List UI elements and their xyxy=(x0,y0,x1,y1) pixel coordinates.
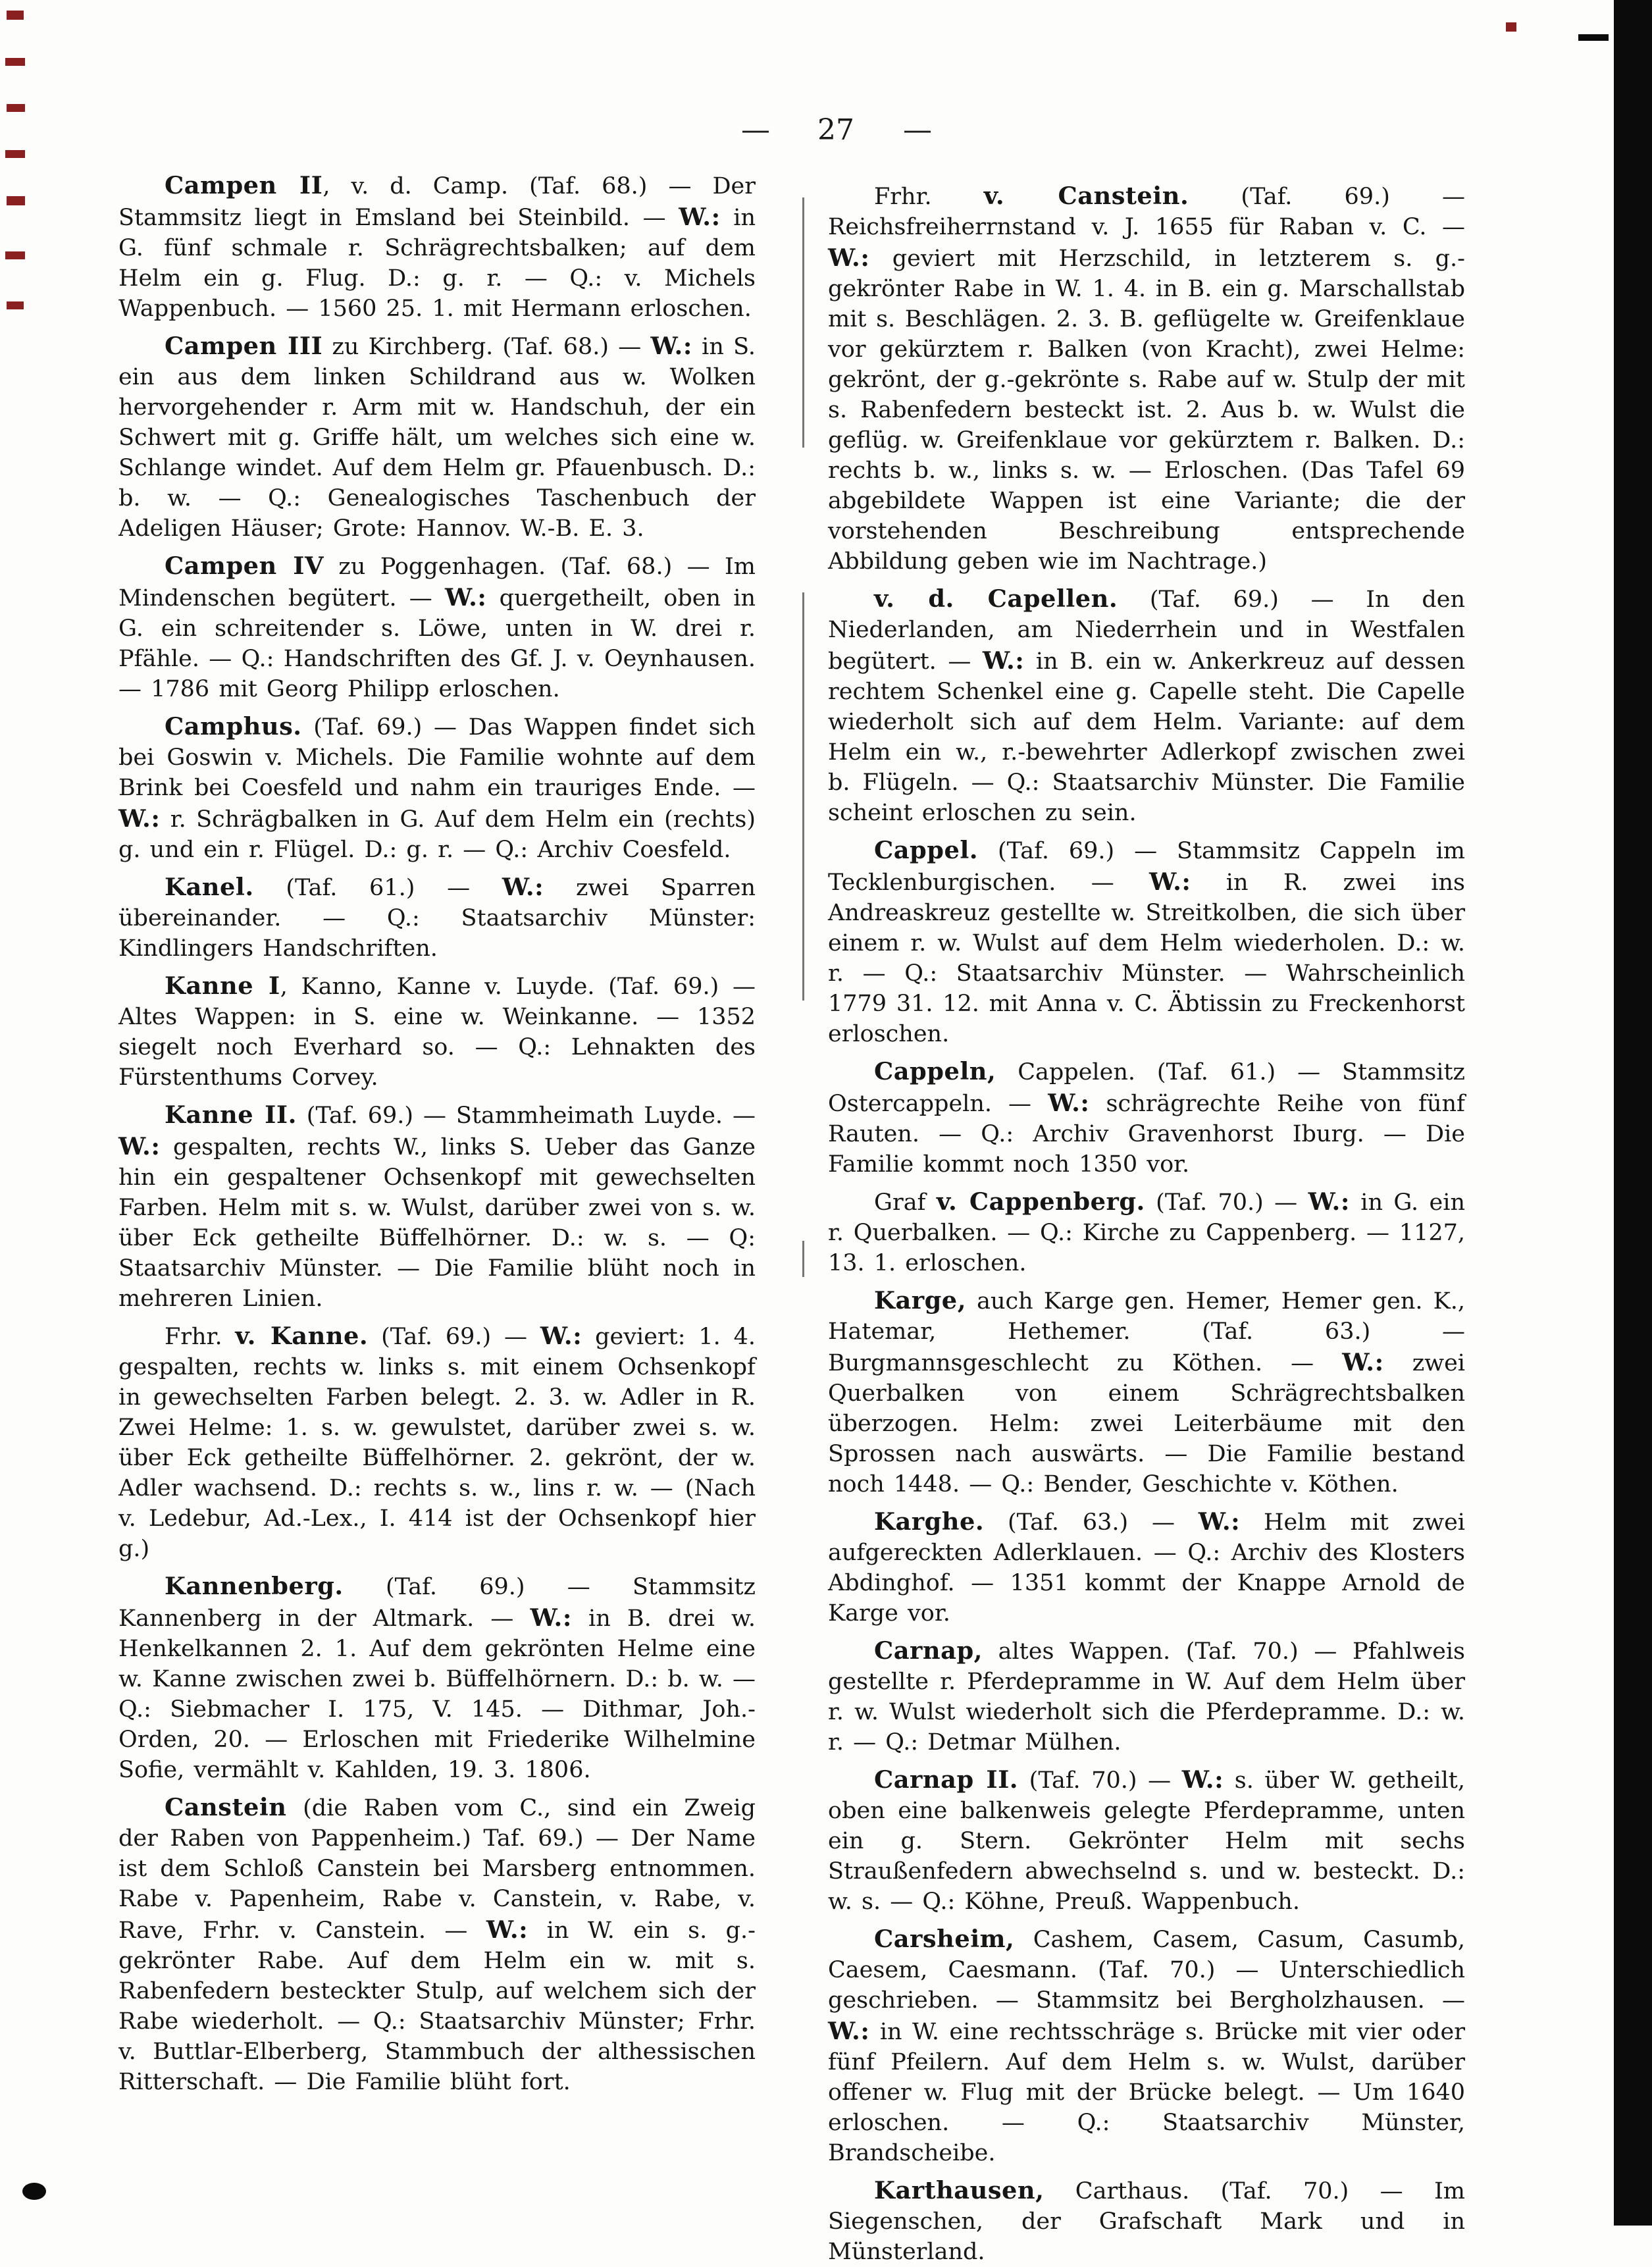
entry-headword: W.: xyxy=(540,1321,582,1350)
entry-headword: Kanne I xyxy=(165,971,280,1000)
entry-headword: W.: xyxy=(982,646,1025,675)
entry-headword: Karthausen, xyxy=(874,2176,1045,2204)
entry-karge xyxy=(828,1285,1465,1499)
entry-text: (Taf. 61.) — xyxy=(253,875,502,901)
red-margin-mark xyxy=(7,196,25,205)
entry-text: Graf xyxy=(874,1189,937,1216)
red-margin-mark xyxy=(7,11,24,20)
entry-text: in B. ein w. Ankerkreuz auf dessen rechtem Schenkel eine g. Capelle steht. Die Capelle wiederholt sich auf dem Helm. Variante: auf dem Helm ein w., r.-bewehrter Adlerkopf zwischen zwei b. Flügeln. — Q.: Staatsarchiv Münster. Die Familie scheint erloschen zu sein. xyxy=(828,648,1466,826)
entry-text: in W. ein s. g.-gekrönter Rabe. Auf dem Helm ein w. mit s. Rabenfedern besteckter Stulp, auf welchem sich der Rabe wiederholt. — Q.: Staatsarchiv Münster; Frhr. v. Buttlar-Elberberg, Stammbuch der althessischen Ritterschaft. — Die Familie blüht fort. xyxy=(118,1917,756,2095)
entry-headword: Carnap, xyxy=(874,1636,983,1665)
entry-headword: Kannenberg. xyxy=(165,1571,344,1600)
entry-text: in G. ein r. Querbalken. — Q.: Kirche zu Cappenberg. — 1127, 13. 1. erloschen. xyxy=(828,1189,1465,1276)
red-margin-mark xyxy=(1506,22,1516,32)
entry-headword: Campen IV xyxy=(165,551,324,580)
entry-text: zwei Querbalken von einem Schrägrechtsbalken überzogen. Helm: zwei Leiterbäume mit den Sprossen nach auswärts. — Die Familie bestand noch 1448. — Q.: Bender, Geschichte v. Köthen. xyxy=(828,1350,1465,1498)
entry-headword: W.: xyxy=(1342,1347,1384,1376)
entry-text: , v. d. Camp. (Taf. 68.) — Der Stammsitz liegt in Emsland bei Steinbild. — xyxy=(118,173,756,231)
page-number: 27 xyxy=(817,113,854,147)
column-divider-segment xyxy=(802,1241,804,1277)
entry-headword: Campen II xyxy=(165,170,323,199)
entry-frhr-v-kanne xyxy=(118,1320,756,1564)
entry-headword: Karge, xyxy=(874,1286,966,1315)
entry-headword: W.: xyxy=(828,2016,870,2045)
red-margin-mark xyxy=(5,251,25,259)
entry-text: (Taf. 69.) — Reichsfreiherrnstand v. J. 1655 für Raban v. C. — xyxy=(828,184,1465,240)
entry-text: r. Schrägbalken in G. Auf dem Helm ein (rechts) g. und ein r. Flügel. D.: g. r. — Q.: Archiv Coesfeld. xyxy=(118,806,756,863)
entry-text: in R. zwei ins Andreaskreuz gestellte w. Streitkolben, die sich über einem r. w. Wulst auf dem Helm wiederholen. D.: w. r. — Q.: Staatsarchiv Münster. — Wahrscheinlich 1779 31. 12. mit Anna v. C. Äbtissin zu Freckenhorst erloschen. xyxy=(828,870,1465,1047)
entry-headword: Cappel. xyxy=(874,835,979,864)
entry-graf-v-cappenberg xyxy=(828,1186,1465,1278)
entry-headword: W.: xyxy=(530,1603,572,1632)
entry-text: (Taf. 69.) — Stammsitz Kannenberg in der Altmark. — xyxy=(118,1574,756,1632)
entry-canstein xyxy=(118,1792,756,2097)
entry-campen-iv xyxy=(118,550,756,704)
entry-kanel xyxy=(118,872,756,964)
entry-v-d-capellen xyxy=(828,583,1465,828)
entry-headword: Campen III xyxy=(165,331,323,360)
entry-carnap-ii xyxy=(828,1764,1465,1917)
entry-carnap xyxy=(828,1635,1465,1758)
entry-headword: W.: xyxy=(828,243,870,272)
entry-karghe xyxy=(828,1506,1465,1629)
entry-headword: Kanel. xyxy=(165,872,254,901)
entry-cappel xyxy=(828,835,1465,1049)
entry-headword: Camphus. xyxy=(165,712,302,741)
entry-text: auch Karge gen. Hemer, Hemer gen. K., Hatemar, Hethemer. (Taf. 63.) — Burgmannsgeschlecht zu Köthen. — xyxy=(828,1288,1465,1376)
red-margin-mark xyxy=(5,58,25,66)
entry-headword: W.: xyxy=(1048,1088,1090,1117)
black-scan-mark xyxy=(1614,0,1652,2226)
entry-headword: W.: xyxy=(118,804,161,833)
entry-headword: W.: xyxy=(1198,1507,1241,1536)
red-margin-mark xyxy=(7,301,24,309)
entry-text: (Taf. 69.) — Stammheimath Luyde. — xyxy=(296,1103,756,1129)
entry-text: gespalten, rechts W., links S. Ueber das Ganze hin ein gespaltener Ochsenkopf mit gewechselten Farben. Helm mit s. w. Wulst, darüber zwei von s. w. über Eck getheilte Büffelhörner. D.: w. s. — Q: Staatsarchiv Münster. — Die Familie blüht noch in mehreren Linien. xyxy=(118,1134,756,1312)
entry-headword: Cappeln, xyxy=(874,1056,996,1085)
entry-headword: Carnap II. xyxy=(874,1765,1019,1794)
entry-text: Frhr. xyxy=(165,1324,236,1350)
entry-headword: W.: xyxy=(1149,867,1191,896)
entry-kanne-ii xyxy=(118,1099,756,1314)
entry-carsheim xyxy=(828,1923,1465,2168)
entry-text: in W. eine rechtsschräge s. Brücke mit vier oder fünf Pfeilern. Auf dem Helm s. w. Wulst, darüber offener w. Flug mit der Brücke belegt. — Um 1640 erloschen. — Q.: Staatsarchiv Münster, Brandscheibe. xyxy=(828,2019,1465,2166)
entry-text: zu Kirchberg. (Taf. 68.) — xyxy=(323,334,651,360)
entry-headword: Karghe. xyxy=(874,1507,985,1536)
page-header xyxy=(671,113,1000,147)
entry-text: (Taf. 69.) — Das Wappen findet sich bei Goswin v. Michels. Die Familie wohnte auf dem Brink bei Coesfeld und nahm ein trauriges Ende. — xyxy=(118,714,756,801)
entry-headword: Carsheim, xyxy=(874,1924,1015,1953)
header-right-dash: — xyxy=(903,113,931,147)
entry-karthausen xyxy=(828,2175,1465,2267)
red-margin-mark xyxy=(7,104,25,112)
black-scan-mark xyxy=(1578,34,1609,41)
entry-text: in B. drei w. Henkelkannen 2. 1. Auf dem gekrönten Helme eine w. Kanne zwischen zwei b. Büffelhörnern. D.: b. w. — Q.: Siebmacher I. 175, V. 145. — Dithmar, Joh.-Orden, 20. — Erloschen mit Friederike Wilhelmine Sofie, vermählt v. Kahlden, 19. 3. 1806. xyxy=(118,1605,756,1783)
red-margin-mark xyxy=(5,150,25,158)
entry-text: Carthaus. (Taf. 70.) — Im Siegenschen, der Grafschaft Mark und in Münsterland. xyxy=(828,2178,1465,2265)
entry-text: Helm mit zwei aufgereckten Adlerklauen. — Q.: Archiv des Klosters Abdinghof. — 1351 kommt der Knappe Arnold de Karge vor. xyxy=(828,1509,1465,1627)
entry-text: quergetheilt, oben in G. ein schreitender s. Löwe, unten in W. drei r. Pfähle. — Q.: Handschriften des Gf. J. v. Oeynhausen. — 1786 mit Georg Philipp erloschen. xyxy=(118,585,756,702)
header-left-dash: — xyxy=(741,113,769,147)
entry-headword: W.: xyxy=(445,583,487,612)
entry-headword: v. Canstein. xyxy=(983,181,1189,210)
entry-headword: Kanne II. xyxy=(165,1100,297,1129)
entry-text: (Taf. 70.) — xyxy=(1145,1189,1308,1216)
entry-headword: W.: xyxy=(1308,1187,1350,1216)
entry-text: , Kanno, Kanne v. Luyde. (Taf. 69.) — Altes Wappen: in S. eine w. Weinkanne. — 1352 siegelt noch Everhard so. — Q.: Lehnakten des Fürstenthums Corvey. xyxy=(118,974,756,1091)
entry-text: Cashem, Casem, Casum, Casumb, Caesem, Caesmann. (Taf. 70.) — Unterschiedlich geschrieben. — Stammsitz bei Bergholzhausen. — xyxy=(828,1927,1465,2014)
entry-headword: W.: xyxy=(650,331,692,360)
entry-headword: W.: xyxy=(1181,1765,1224,1794)
entry-camphus xyxy=(118,711,756,865)
entry-kannenberg xyxy=(118,1571,756,1785)
entry-text: geviert mit Herzschild, in letzterem s. g.-gekrönter Rabe in W. 1. 4. in B. ein g. Marschallstab mit s. Beschlägen. 2. 3. B. geflügelte w. Greifenklaue vor gekürztem r. Balken (von Kracht), zwei Helme: gekrönt, der g.-gekrönte s. Rabe auf w. Stulp der mit s. Rabenfedern besteckt ist. 2. Aus b. w. Wulst die geflüg. w. Greifenklaue vor gekürztem r. Balken. D.: rechts b. w., links s. w. — Erloschen. (Das Tafel 69 abgebildete Wappen ist eine Variante; die der vorstehenden Beschreibung entsprechende Abbildung geben wie im Nachtrage.) xyxy=(828,246,1465,575)
entry-text: Cappelen. (Taf. 61.) — Stammsitz Ostercappeln. — xyxy=(828,1059,1465,1117)
entry-headword: W.: xyxy=(502,872,544,901)
entry-cappeln xyxy=(828,1056,1465,1180)
entry-campen-ii xyxy=(118,170,756,324)
entry-text: Frhr. xyxy=(874,184,984,210)
entry-text: in G. fünf schmale r. Schrägrechtsbalken; auf dem Helm ein g. Flug. D.: g. r. — Q.: v. Michels Wappenbuch. — 1560 25. 1. mit Hermann erloschen. xyxy=(118,205,756,322)
column-divider-segment xyxy=(802,197,804,448)
column-divider-segment xyxy=(802,592,804,1001)
entry-headword: W.: xyxy=(486,1915,529,1944)
entry-text: schrägrechte Reihe von fünf Rauten. — Q.: Archiv Gravenhorst Iburg. — Die Familie kommt noch 1350 vor. xyxy=(828,1091,1465,1178)
right-column xyxy=(828,180,1466,2265)
entry-text: s. über W. getheilt, oben eine balkenweis gelegte Pferdepramme, unten ein g. Stern. Gekrönter Helm mit sechs Straußenfedern abwechselnd s. und w. besteckt. D.: w. s. — Q.: Köhne, Preuß. Wappenbuch. xyxy=(828,1767,1465,1915)
left-column xyxy=(118,170,756,2095)
entry-text: in S. ein aus dem linken Schildrand aus w. Wolken hervorgehender r. Arm mit w. Handschuh, der ein Schwert mit g. Griffe hält, um welches sich eine w. Schlange windet. Auf dem Helm gr. Pfauenbusch. D.: b. w. — Q.: Genealogisches Taschenbuch der Adeligen Häuser; Grote: Hannov. W.-B. E. 3. xyxy=(118,334,756,542)
entry-headword: v. Cappenberg. xyxy=(936,1187,1145,1216)
entry-headword: v. d. Capellen. xyxy=(874,584,1118,613)
entry-headword: W.: xyxy=(679,202,721,231)
entry-text: (die Raben vom C., sind ein Zweig der Raben von Pappenheim.) Taf. 69.) — Der Name ist dem Schloß Canstein bei Marsberg entnommen. Rabe v. Papenheim, Rabe v. Canstein, v. Rabe, v. Rave, Frhr. v. Canstein. — xyxy=(118,1795,756,1944)
entry-text: geviert: 1. 4. gespalten, rechts w. links s. mit einem Ochsenkopf in gewechselten Farben belegt. 2. 3. w. Adler in R. Zwei Helme: 1. s. w. gewulstet, darüber zwei s. w. über Eck getheilte Büffelhörner. 2. gekrönt, der w. Adler wachsend. D.: rechts s. w., lins r. w. — (Nach v. Ledebur, Ad.-Lex., I. 414 ist der Ochsenkopf hier g.) xyxy=(118,1324,756,1562)
entry-headword: W.: xyxy=(118,1132,161,1160)
entry-headword: Canstein xyxy=(165,1792,287,1821)
entry-text: zu Poggenhagen. (Taf. 68.) — Im Mindenschen begütert. — xyxy=(118,554,756,612)
entry-campen-iii xyxy=(118,330,756,544)
entry-text: (Taf. 63.) — xyxy=(984,1509,1199,1536)
entry-text: (Taf. 69.) — xyxy=(368,1324,540,1350)
entry-headword: v. Kanne. xyxy=(235,1321,369,1350)
entry-text: (Taf. 69.) — In den Niederlanden, am Niederrhein und in Westfalen begütert. — xyxy=(828,586,1465,675)
entry-text: (Taf. 70.) — xyxy=(1018,1767,1182,1794)
entry-text: zwei Sparren übereinander. — Q.: Staatsarchiv Münster: Kindlingers Handschriften. xyxy=(118,875,756,962)
entry-frhr-v-canstein xyxy=(828,180,1465,577)
black-scan-mark xyxy=(22,2183,46,2200)
entry-text: altes Wappen. (Taf. 70.) — Pfahlweis gestellte r. Pferdepramme in W. Auf dem Helm über r. w. Wulst wiederholt sich die Pferdepramme. D.: w. r. — Q.: Detmar Mülhen. xyxy=(828,1638,1465,1756)
entry-kanne-i xyxy=(118,970,756,1093)
entry-text: (Taf. 69.) — Stammsitz Cappeln im Tecklenburgischen. — xyxy=(828,838,1465,896)
